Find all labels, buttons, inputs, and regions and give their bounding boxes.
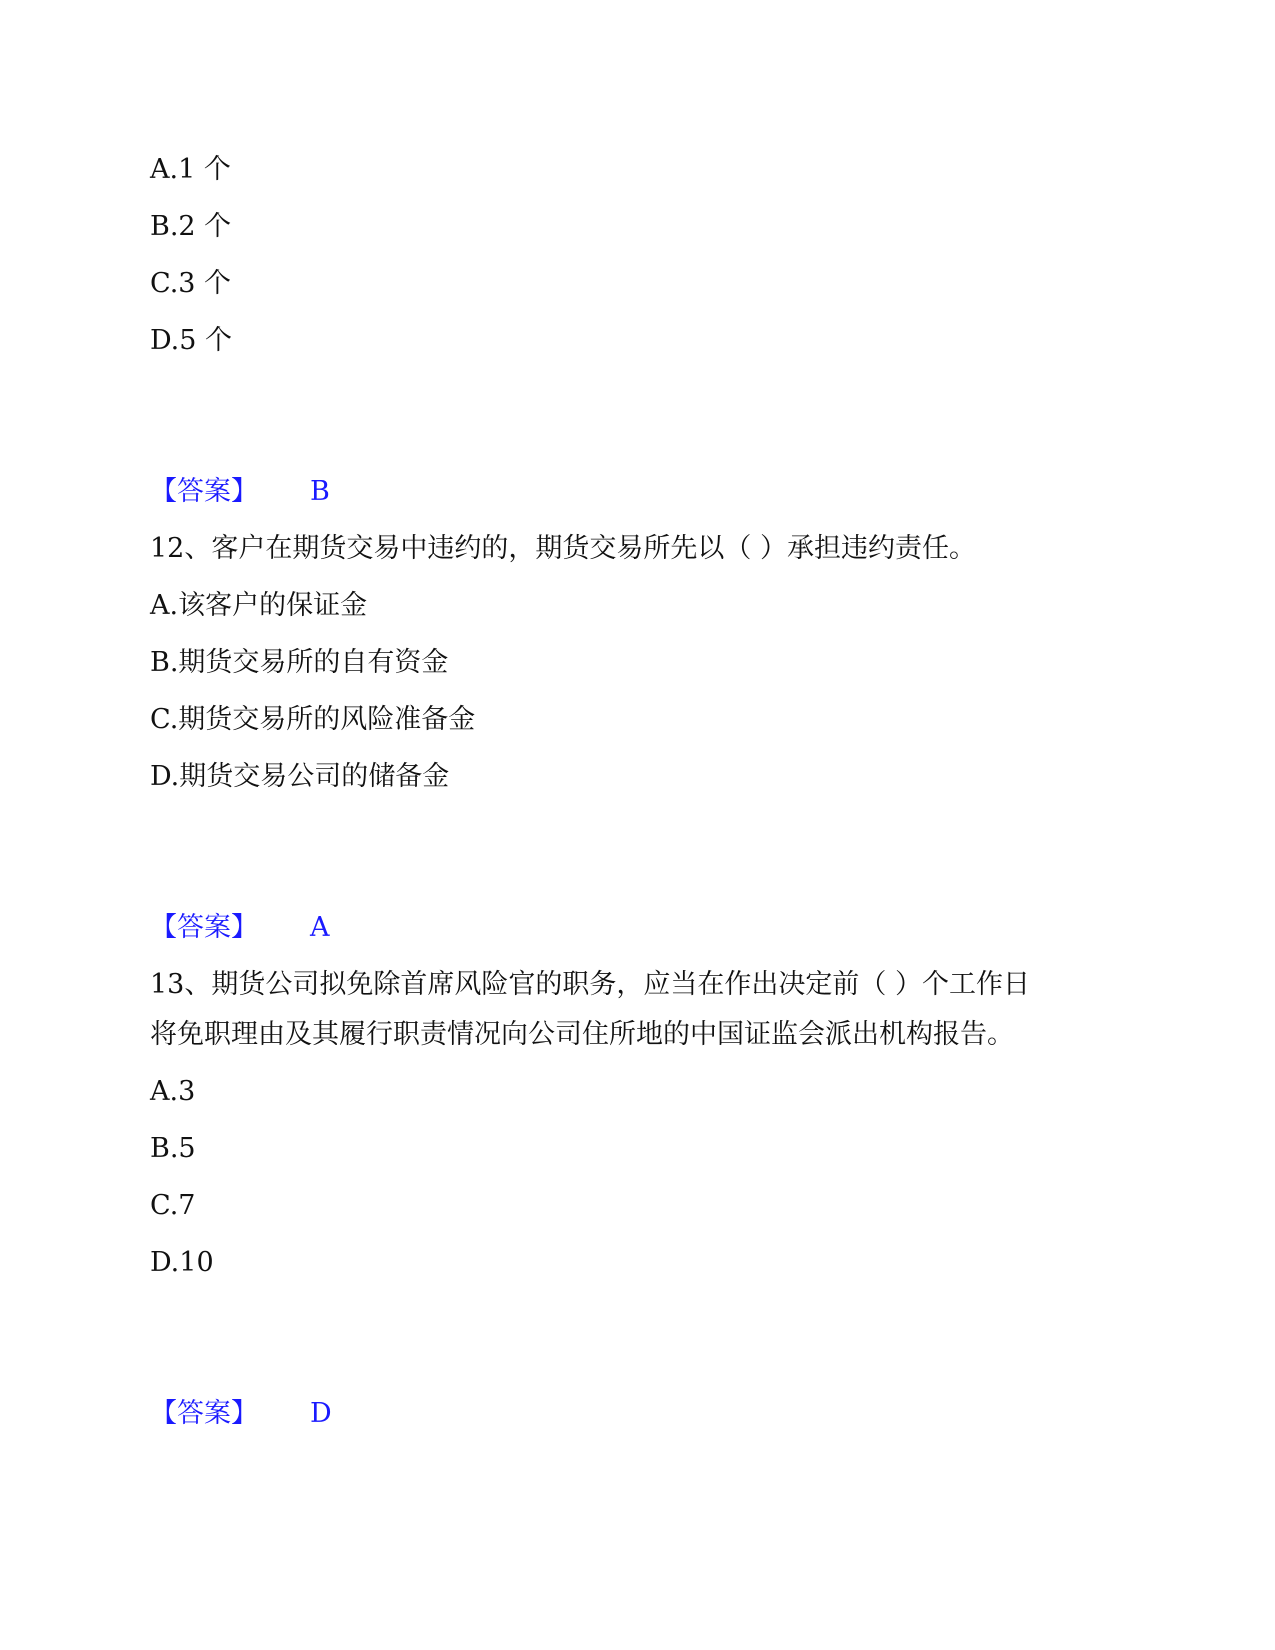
q13-option-d: D.10 (150, 1247, 214, 1278)
answer-label: 【答案】 (150, 912, 258, 943)
answer-value: B (310, 476, 330, 507)
q13-option-a: A.3 (150, 1076, 196, 1107)
q11-option-d: D.5 个 (150, 325, 233, 356)
answer-label: 【答案】 (150, 476, 258, 507)
answer-value: D (310, 1398, 332, 1429)
answer-label: 【答案】 (150, 1398, 258, 1429)
q13-question-line1: 13、期货公司拟免除首席风险官的职务，应当在作出决定前（ ）个工作日 (150, 969, 1030, 1000)
q13-option-c: C.7 (150, 1190, 196, 1221)
q13-answer (150, 1396, 332, 1432)
q12-option-a: A.该客户的保证金 (150, 590, 368, 621)
q12-option-b: B.期货交易所的自有资金 (150, 647, 449, 678)
q12-option-d: D.期货交易公司的储备金 (150, 761, 450, 792)
q11-option-b: B.2 个 (150, 211, 232, 242)
q13-option-b: B.5 (150, 1133, 196, 1164)
q11-option-c: C.3 个 (150, 268, 232, 299)
q11-answer (150, 474, 330, 510)
q12-answer (150, 910, 330, 946)
q12-question: 12、客户在期货交易中违约的，期货交易所先以（ ）承担违约责任。 (150, 533, 976, 564)
answer-value: A (310, 912, 330, 943)
q12-option-c: C.期货交易所的风险准备金 (150, 704, 476, 735)
q13-question-line2: 将免职理由及其履行职责情况向公司住所地的中国证监会派出机构报告。 (150, 1019, 1014, 1050)
q11-option-a: A.1 个 (150, 154, 231, 185)
